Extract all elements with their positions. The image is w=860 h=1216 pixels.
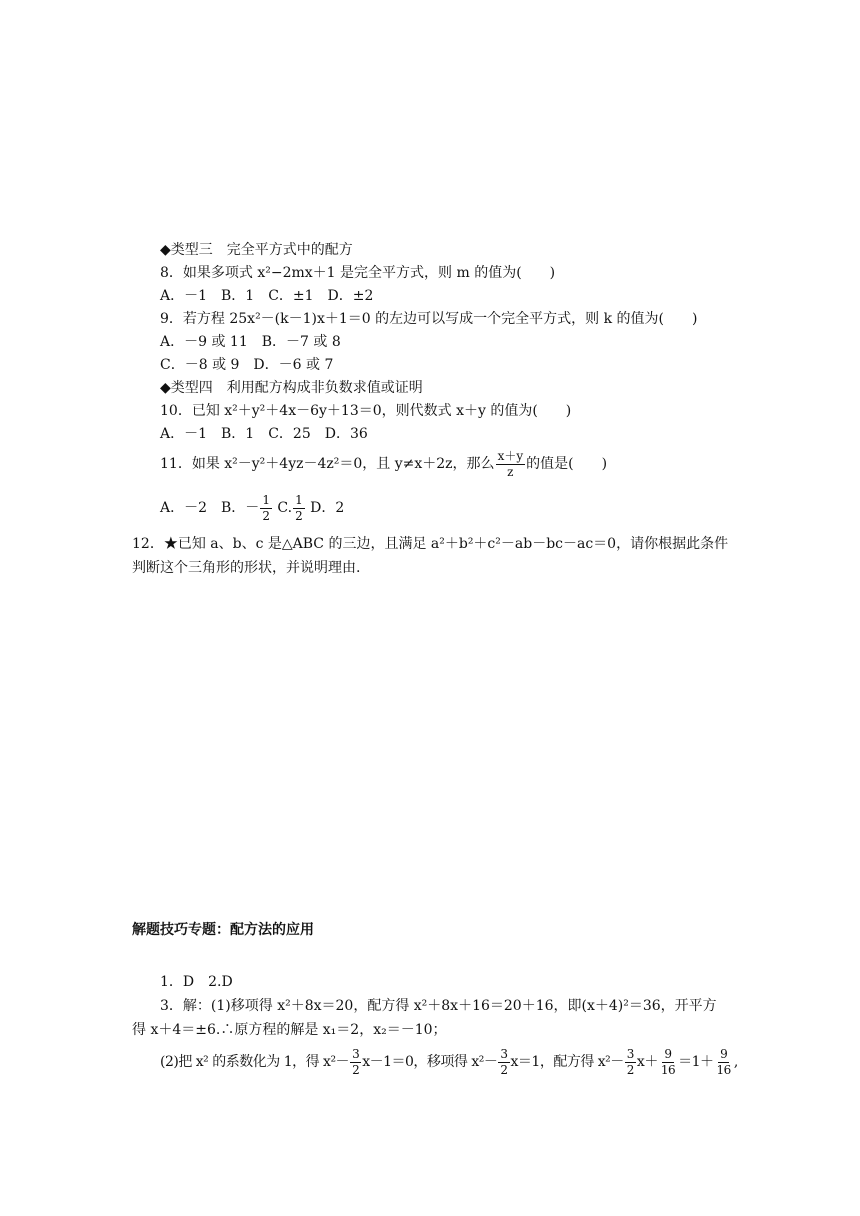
question-9-stem: 9．若方程 25x²－(k－1)x＋1＝0 的左边可以写成一个完全平方式，则 k 的值为( ) <box>160 311 698 327</box>
answer-3-part-2 <box>160 1040 738 1084</box>
part-2-text-a: (2)把 x² 的系数化为 1，得 x²－ <box>160 1054 350 1070</box>
question-10-stem: 10．已知 x²＋y²＋4x－6y＋13＝0，则代数式 x＋y 的值为( ) <box>160 403 572 419</box>
question-8-options: A．－1 B．1 C．±1 D．±2 <box>160 288 374 304</box>
fraction-denominator: z <box>507 464 514 479</box>
option-c-label: C. <box>277 500 293 516</box>
fraction-4 <box>659 1047 677 1078</box>
fraction-denominator: 2 <box>500 1062 508 1077</box>
fraction-numerator: 9 <box>664 1046 672 1061</box>
question-10-options: A．－1 B．1 C．25 D．36 <box>160 426 368 442</box>
question-12-line-1: 12．★已知 a、b、c 是△ABC 的三边，且满足 a²＋b²＋c²－ab－bc－ac＝0，请你根据此条件 <box>132 536 729 552</box>
question-8-stem: 8．如果多项式 x²−2mx＋1 是完全平方式，则 m 的值为( ) <box>160 265 556 281</box>
fraction-numerator: 1 <box>295 492 303 507</box>
question-12-line-2: 判断这个三角形的形状，并说明理由. <box>132 560 361 576</box>
part-2-text-e: ＝1＋ <box>678 1054 714 1070</box>
fraction-3 <box>625 1047 636 1078</box>
section-heading-type4: ◆类型四 利用配方构成非负数求值或证明 <box>160 380 423 396</box>
fraction-numerator: 1 <box>262 492 270 507</box>
fraction-denominator: 16 <box>660 1062 676 1077</box>
fraction-5 <box>715 1047 733 1078</box>
answers-title: 解题技巧专题：配方法的应用 <box>132 922 314 938</box>
part-2-text-b: x－1＝0，移项得 x²－ <box>362 1054 498 1070</box>
fraction-numerator: 3 <box>352 1046 360 1061</box>
fraction-numerator: 9 <box>720 1046 728 1061</box>
answer-1-2: 1．D 2.D <box>160 974 233 990</box>
fraction-numerator: 3 <box>626 1046 634 1061</box>
answer-3-line-1: 3．解：(1)移项得 x²＋8x＝20，配方得 x²＋8x＋16＝20＋16，即(x＋4)²＝36，开平方 <box>160 998 717 1014</box>
option-d: D．2 <box>310 500 345 516</box>
fraction-denominator: 2 <box>262 508 270 523</box>
part-2-text-f: , <box>733 1054 738 1070</box>
question-9-options-1: A．－9 或 11 B．－7 或 8 <box>160 334 341 350</box>
answer-3-line-2: 得 x＋4＝±6.∴原方程的解是 x₁＝2，x₂＝－10； <box>132 1022 447 1038</box>
fraction-numerator: 3 <box>500 1046 508 1061</box>
fraction-denominator: 2 <box>295 508 303 523</box>
option-c-fraction <box>293 493 305 524</box>
question-9-options-2: C．－8 或 9 D．－6 或 7 <box>160 357 334 373</box>
fraction-1 <box>350 1047 361 1078</box>
question-11-fraction <box>496 449 526 480</box>
question-11-stem <box>160 446 607 482</box>
section-heading-type3: ◆类型三 完全平方式中的配方 <box>160 242 353 258</box>
question-11-stem-part-b: 的值是( ) <box>526 456 608 472</box>
fraction-2 <box>498 1047 509 1078</box>
fraction-numerator: x＋y <box>497 448 524 463</box>
question-11-stem-part-a: 11．如果 x²－y²＋4yz－4z²＝0，且 y≠x＋2z，那么 <box>160 456 495 472</box>
question-11-options <box>160 490 344 526</box>
part-2-text-d: x＋ <box>636 1054 658 1070</box>
fraction-denominator: 16 <box>716 1062 731 1077</box>
fraction-denominator: 2 <box>352 1062 360 1077</box>
option-b-fraction <box>260 493 272 524</box>
part-2-text-c: x＝1，配方得 x²－ <box>510 1054 624 1070</box>
question-11-options-ab: A．－2 B．－ <box>160 500 260 516</box>
fraction-denominator: 2 <box>626 1062 634 1077</box>
